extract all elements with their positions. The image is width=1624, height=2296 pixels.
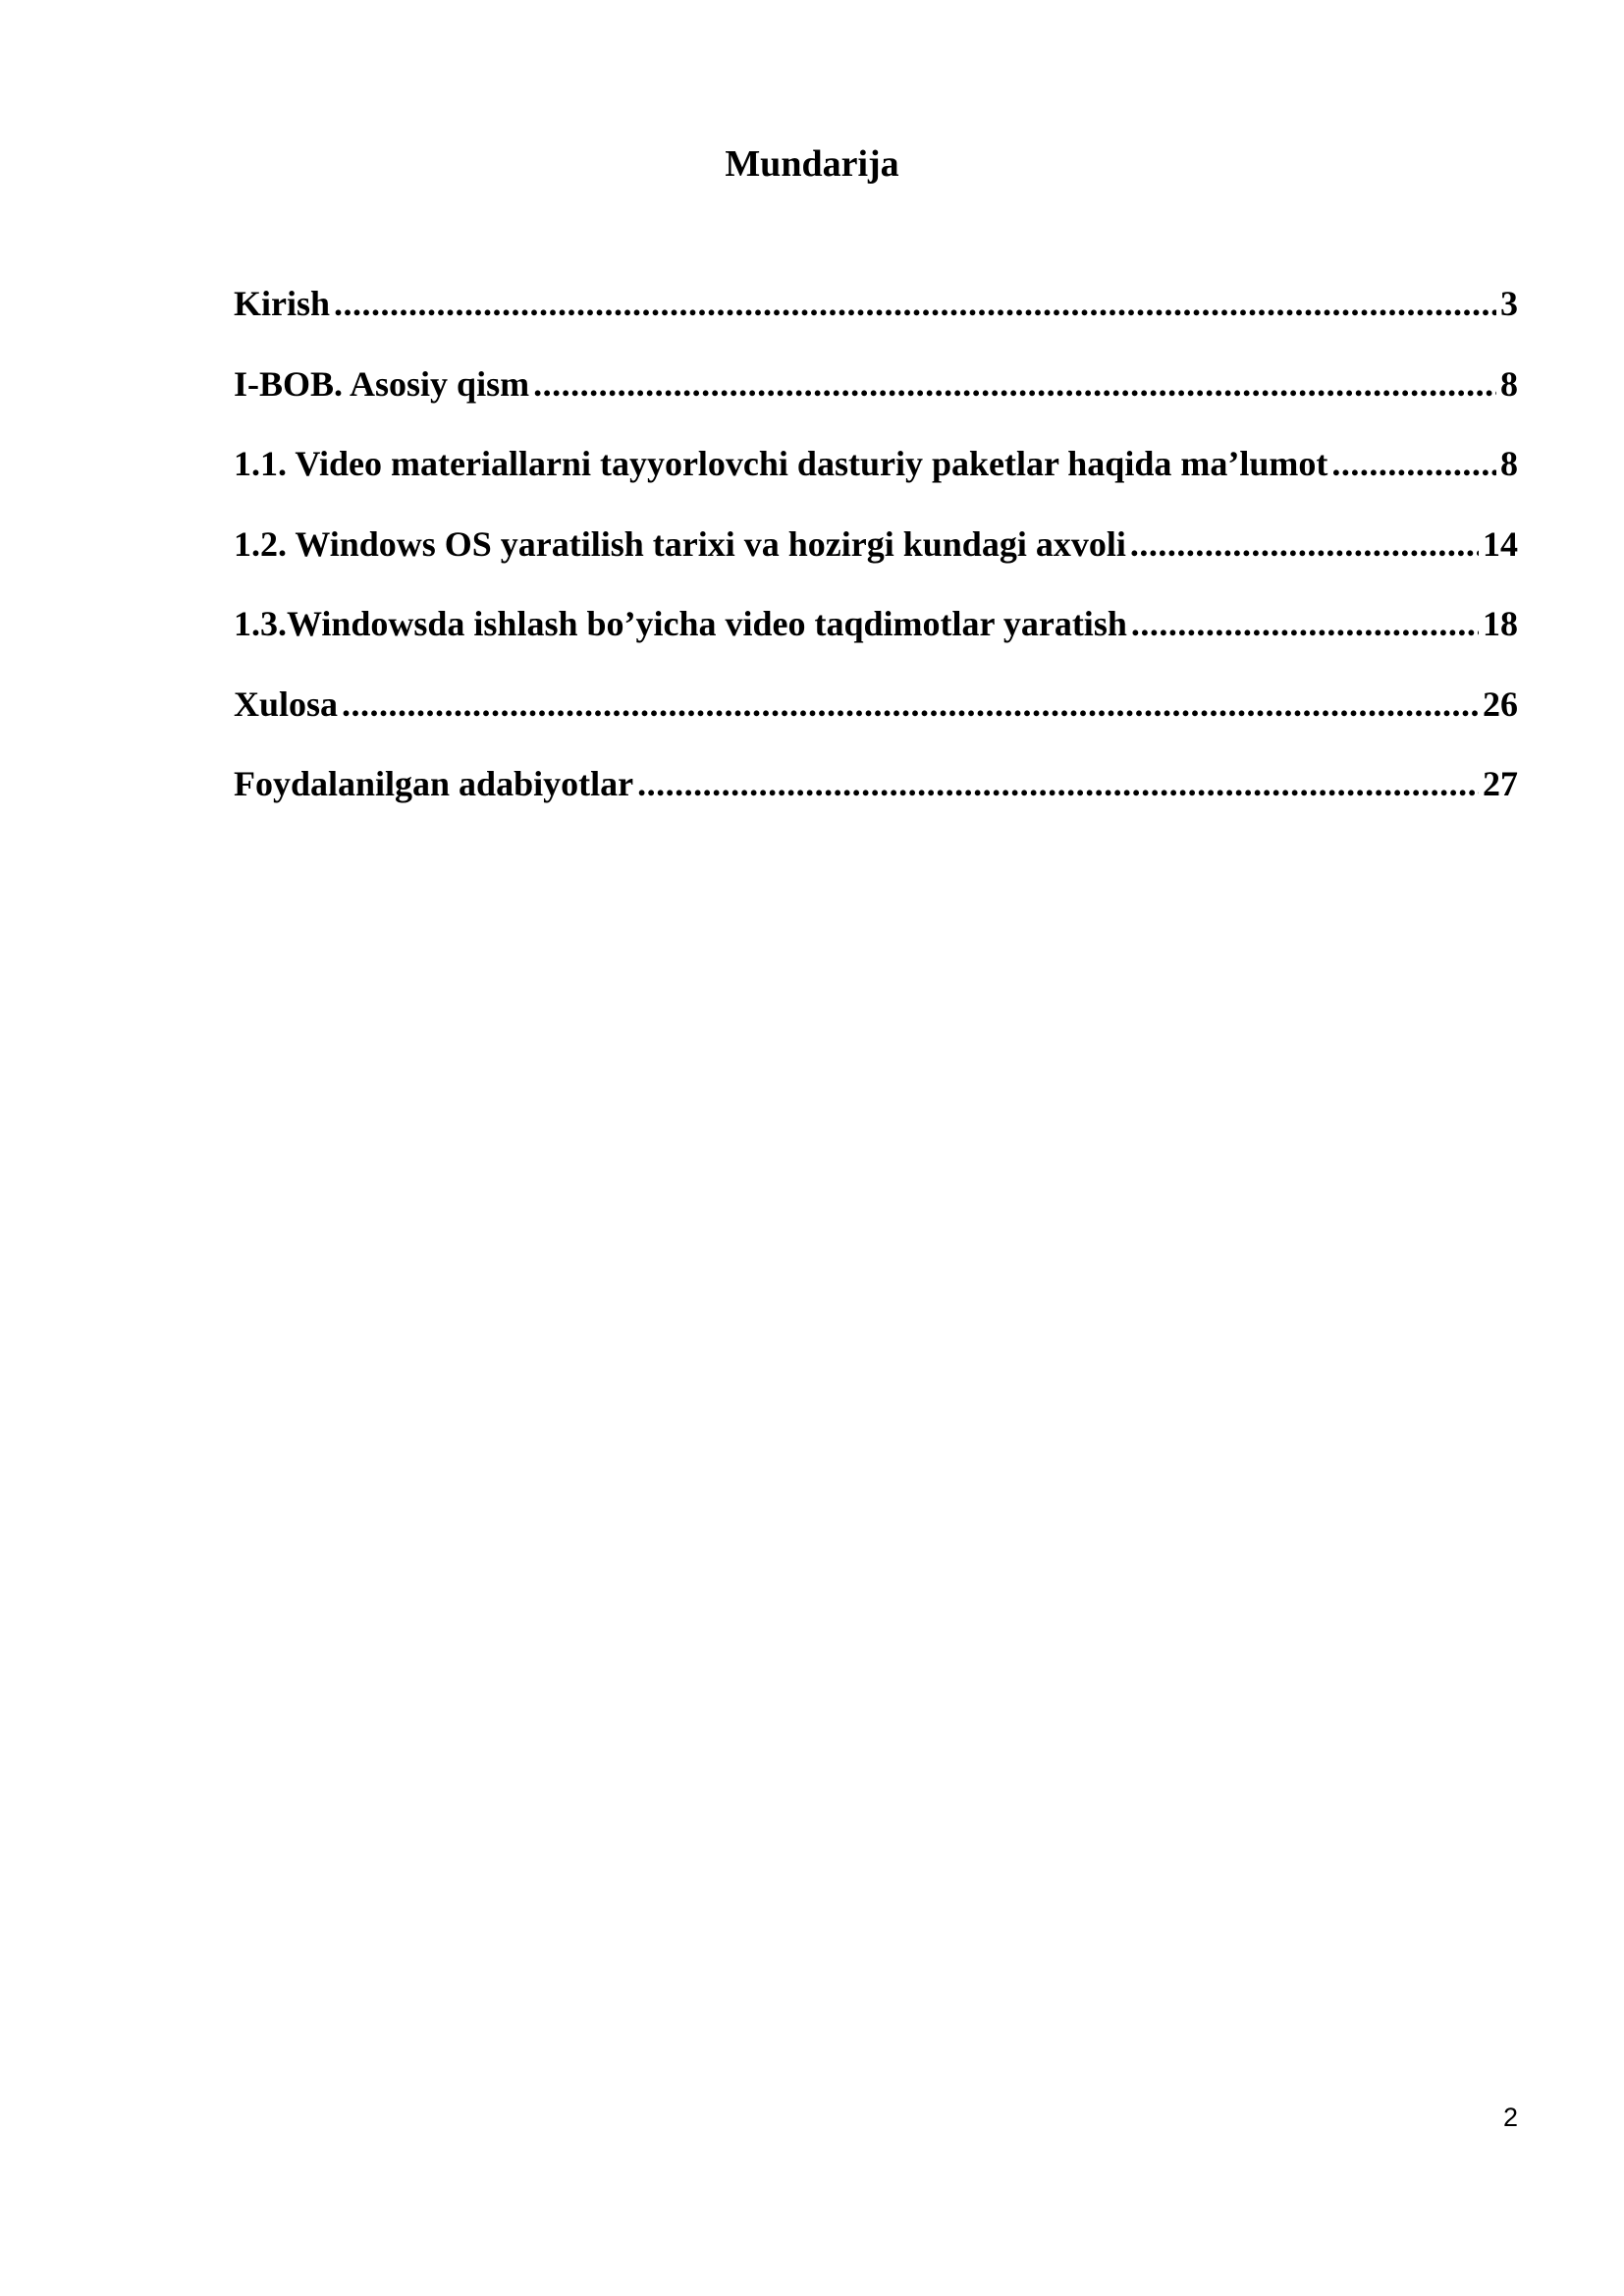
toc-dot-leader bbox=[637, 757, 1479, 810]
toc-item-label: 1.2. Windows OS yaratilish tarixi va hozirgi kundagi axvoli bbox=[234, 523, 1126, 564]
toc-item-label: Xulosa bbox=[234, 683, 339, 724]
toc-dot-leader bbox=[1130, 518, 1479, 571]
toc-dot-leader bbox=[533, 357, 1496, 410]
toc-item-label: 1.3.Windowsda ishlash bo’yicha video taqdimotlar yaratish bbox=[234, 604, 1127, 643]
toc-item-section-1-3[interactable] bbox=[234, 597, 1518, 678]
toc-item-page: 8 bbox=[1500, 363, 1518, 404]
toc-item-label: Kirish bbox=[234, 284, 331, 323]
table-of-contents bbox=[234, 277, 1518, 838]
toc-item-label: I-BOB. Asosiy qism bbox=[234, 363, 530, 404]
toc-dot-leader bbox=[1331, 437, 1496, 490]
toc-item-label: 1.1. Video materiallarni tayyorlovchi dasturiy paketlar haqida ma’lumot bbox=[234, 444, 1328, 483]
toc-dot-leader bbox=[342, 678, 1479, 731]
toc-item-adabiyotlar[interactable] bbox=[234, 757, 1518, 838]
toc-item-page: 27 bbox=[1483, 764, 1518, 803]
toc-item-xulosa[interactable] bbox=[234, 678, 1518, 758]
toc-item-page: 14 bbox=[1483, 523, 1518, 564]
toc-dot-leader bbox=[1131, 597, 1479, 650]
toc-item-asosiy-qism[interactable] bbox=[234, 357, 1518, 438]
toc-item-section-1-1[interactable] bbox=[234, 437, 1518, 518]
page-title: Mundarija bbox=[725, 143, 899, 185]
toc-item-page: 26 bbox=[1483, 683, 1518, 724]
toc-item-page: 18 bbox=[1483, 604, 1518, 643]
toc-item-page: 8 bbox=[1500, 444, 1518, 483]
toc-dot-leader bbox=[334, 277, 1496, 330]
toc-item-section-1-2[interactable] bbox=[234, 518, 1518, 598]
page-number: 2 bbox=[1502, 2103, 1518, 2132]
toc-item-kirish[interactable] bbox=[234, 277, 1518, 357]
toc-item-page: 3 bbox=[1500, 284, 1518, 323]
toc-item-label: Foydalanilgan adabiyotlar bbox=[234, 764, 634, 803]
